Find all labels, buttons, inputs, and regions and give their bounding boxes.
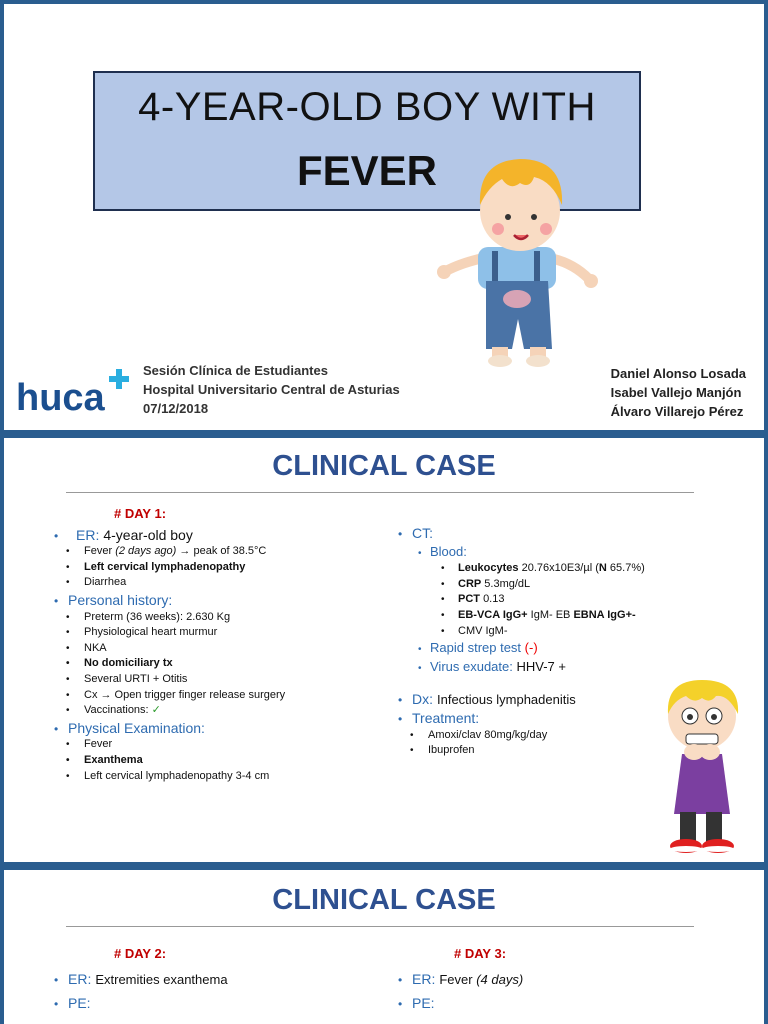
- author: Álvaro Villarejo Pérez: [610, 404, 744, 419]
- left-column: [54, 506, 394, 784]
- list-item: • Left cervical lymphadenopathy 3-4 cm: [54, 769, 394, 785]
- authors: [611, 364, 746, 421]
- worried-boy-illustration: [652, 674, 750, 858]
- personal-history-list: [54, 610, 394, 719]
- day-label: # DAY 2:: [114, 946, 167, 961]
- list-item: • NKA: [54, 641, 394, 657]
- slide-clinical-case-2: [4, 870, 764, 1024]
- list-item: • Amoxi/clav 80mg/kg/day: [398, 728, 688, 744]
- strep-test: • Rapid strep test (-): [418, 640, 538, 656]
- ct-heading: • CT:: [398, 525, 433, 541]
- slide-title: [4, 4, 764, 430]
- virus-exudate: • Virus exudate: HHV-7 +: [418, 658, 566, 674]
- list-item: • PCT 0.13: [398, 592, 688, 608]
- author: Isabel Vallejo Manjón: [610, 385, 742, 400]
- session-date: 07/12/2018: [143, 401, 209, 416]
- list-item: • EB-VCA IgG+ IgM- EB EBNA IgG+-: [398, 608, 688, 624]
- er-list: [54, 544, 394, 591]
- treatment-list: [398, 728, 688, 759]
- title-divider: [66, 492, 694, 493]
- physical-exam-list: [54, 737, 394, 784]
- huca-logo: [16, 366, 136, 416]
- list-item: • Several URTI + Otitis: [54, 672, 394, 688]
- day-label: # DAY 1:: [114, 506, 167, 521]
- author: Daniel Alonso Losada: [610, 366, 746, 381]
- list-item: • Preterm (36 weeks): 2.630 Kg: [54, 610, 394, 626]
- hospital-name: Hospital Universitario Central de Asturias: [143, 382, 400, 397]
- title-line-2: FEVER: [296, 147, 438, 194]
- list-item: • Left cervical lymphadenopathy: [54, 560, 394, 576]
- list-item: • Fever (2 days ago) → peak of 38.5°C: [54, 544, 394, 560]
- physical-exam-heading: • Physical Examination:: [54, 719, 205, 736]
- slide-title: CLINICAL CASE: [272, 450, 496, 482]
- list-item: • Exanthema: [54, 753, 394, 769]
- title-line-1: 4-YEAR-OLD BOY WITH: [138, 85, 596, 129]
- slide-title: CLINICAL CASE: [272, 884, 496, 916]
- er-heading: • ER: 4-year-old boy: [54, 526, 193, 543]
- session-info: [143, 361, 400, 418]
- dx-heading: • Dx: Infectious lymphadenitis: [398, 691, 576, 708]
- list-item: • Ibuprofen: [398, 743, 688, 759]
- list-item: • Physiological heart murmur: [54, 625, 394, 641]
- boy-illustration: [434, 139, 609, 369]
- session-name: Sesión Clínica de Estudiantes: [143, 363, 328, 378]
- list-item: • Fever: [54, 737, 394, 753]
- list-item: • CMV IgM-: [398, 624, 688, 640]
- treatment-heading: • Treatment:: [398, 709, 480, 726]
- list-item: • No domiciliary tx: [54, 656, 394, 672]
- day2-column: [54, 946, 374, 1013]
- logo-wordmark: huca: [16, 377, 105, 416]
- right-column: [398, 524, 688, 759]
- er-heading: • ER: Extremities exanthema: [54, 970, 228, 987]
- day3-column: [398, 946, 698, 1013]
- list-item: • Cx → Open trigger finger release surgery: [54, 688, 394, 704]
- slide-clinical-case-1: [4, 438, 764, 862]
- check-icon: ✓: [151, 704, 161, 717]
- list-item: • Vaccinations: ✓: [54, 703, 394, 719]
- list-item: • CRP 5.3mg/dL: [398, 577, 688, 593]
- pe-heading: • PE:: [398, 995, 435, 1012]
- list-item: • Leukocytes 20.76x10E3/µl (N 65.7%): [398, 561, 688, 577]
- pe-heading: • PE:: [54, 995, 91, 1012]
- list-item: • Diarrhea: [54, 575, 394, 591]
- blood-list: [398, 561, 688, 639]
- day-label: # DAY 3:: [454, 946, 507, 961]
- title-divider: [66, 926, 694, 927]
- personal-history-heading: • Personal history:: [54, 591, 173, 608]
- er-heading: • ER: Fever (4 days): [398, 970, 524, 987]
- blood-heading: • Blood:: [418, 543, 467, 559]
